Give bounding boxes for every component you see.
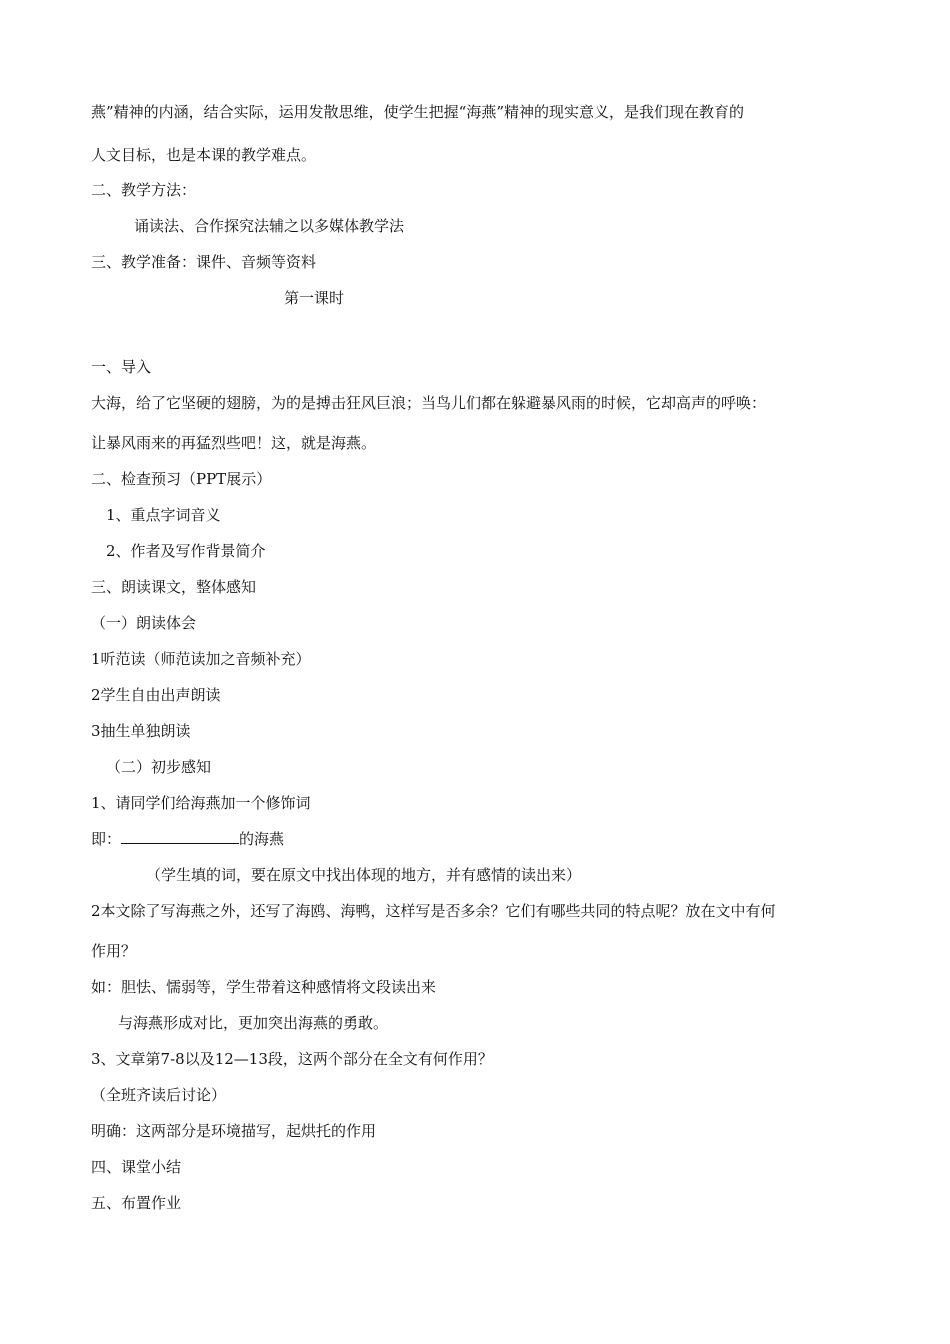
section-3-sub-1-item-3: 3抽生单独朗读 <box>91 722 191 740</box>
question-2-example-2: 与海燕形成对比，更加突出海燕的勇敢。 <box>118 1014 389 1032</box>
section-2-item-1: 1、重点字词音义 <box>106 506 221 524</box>
preparation-line: 三、教学准备：课件、音频等资料 <box>91 253 317 271</box>
question-1-fill-line <box>91 829 284 849</box>
question-2-line-2: 作用？ <box>91 942 137 960</box>
method-heading: 二、教学方法： <box>91 181 197 199</box>
question-3-note: （全班齐读后讨论） <box>91 1086 227 1104</box>
question-3-answer: 明确：这两部分是环境描写，起烘托的作用 <box>91 1122 377 1140</box>
question-2-line-1: 2本文除了写海燕之外，还写了海鸥、海鸭，这样写是否多余？它们有哪些共同的特点呢？放在文中有何 <box>91 902 776 920</box>
section-2-heading: 二、检查预习（PPT展示） <box>91 470 272 488</box>
intro-paragraph-line-2: 人文目标，也是本课的教学难点。 <box>91 146 317 164</box>
section-3-sub-1-item-2: 2学生自由出声朗读 <box>91 686 221 704</box>
intro-paragraph-line-1: 燕”精神的内涵，结合实际，运用发散思维，使学生把握“海燕”精神的现实意义，是我们现在教育的 <box>91 103 745 121</box>
question-1: 1、请同学们给海燕加一个修饰词 <box>91 794 311 812</box>
section-3-sub-1-item-1: 1听范读（师范读加之音频补充） <box>91 650 311 668</box>
section-1-paragraph-line-1: 大海，给了它坚硬的翅膀，为的是搏击狂风巨浪；当鸟儿们都在躲避暴风雨的时候，它却高声的呼唤： <box>91 394 767 412</box>
question-3: 3、文章第7-8以及12—13段，这两个部分在全文有何作用？ <box>91 1050 493 1068</box>
question-2-example: 如：胆怯、懦弱等，学生带着这种感情将文段读出来 <box>91 978 437 996</box>
question-1-prefix: 即： <box>91 830 122 848</box>
section-5-heading: 五、布置作业 <box>91 1194 182 1212</box>
section-1-heading: 一、导入 <box>91 358 152 376</box>
lesson-title: 第一课时 <box>284 289 345 307</box>
question-1-note: （学生填的词，要在原文中找出体现的地方，并有感情的读出来） <box>146 866 582 884</box>
section-1-paragraph-line-2: 让暴风雨来的再猛烈些吧！这，就是海燕。 <box>91 434 377 452</box>
section-3-heading: 三、朗读课文，整体感知 <box>91 578 257 596</box>
section-4-heading: 四、课堂小结 <box>91 1158 182 1176</box>
answer-blank <box>121 829 239 844</box>
question-1-suffix: 的海燕 <box>239 830 285 848</box>
method-text: 诵读法、合作探究法辅之以多媒体教学法 <box>134 217 405 235</box>
section-2-item-2: 2、作者及写作背景简介 <box>106 542 266 560</box>
section-3-subheading-2: （二）初步感知 <box>106 758 212 776</box>
section-3-subheading-1: （一）朗读体会 <box>91 614 197 632</box>
